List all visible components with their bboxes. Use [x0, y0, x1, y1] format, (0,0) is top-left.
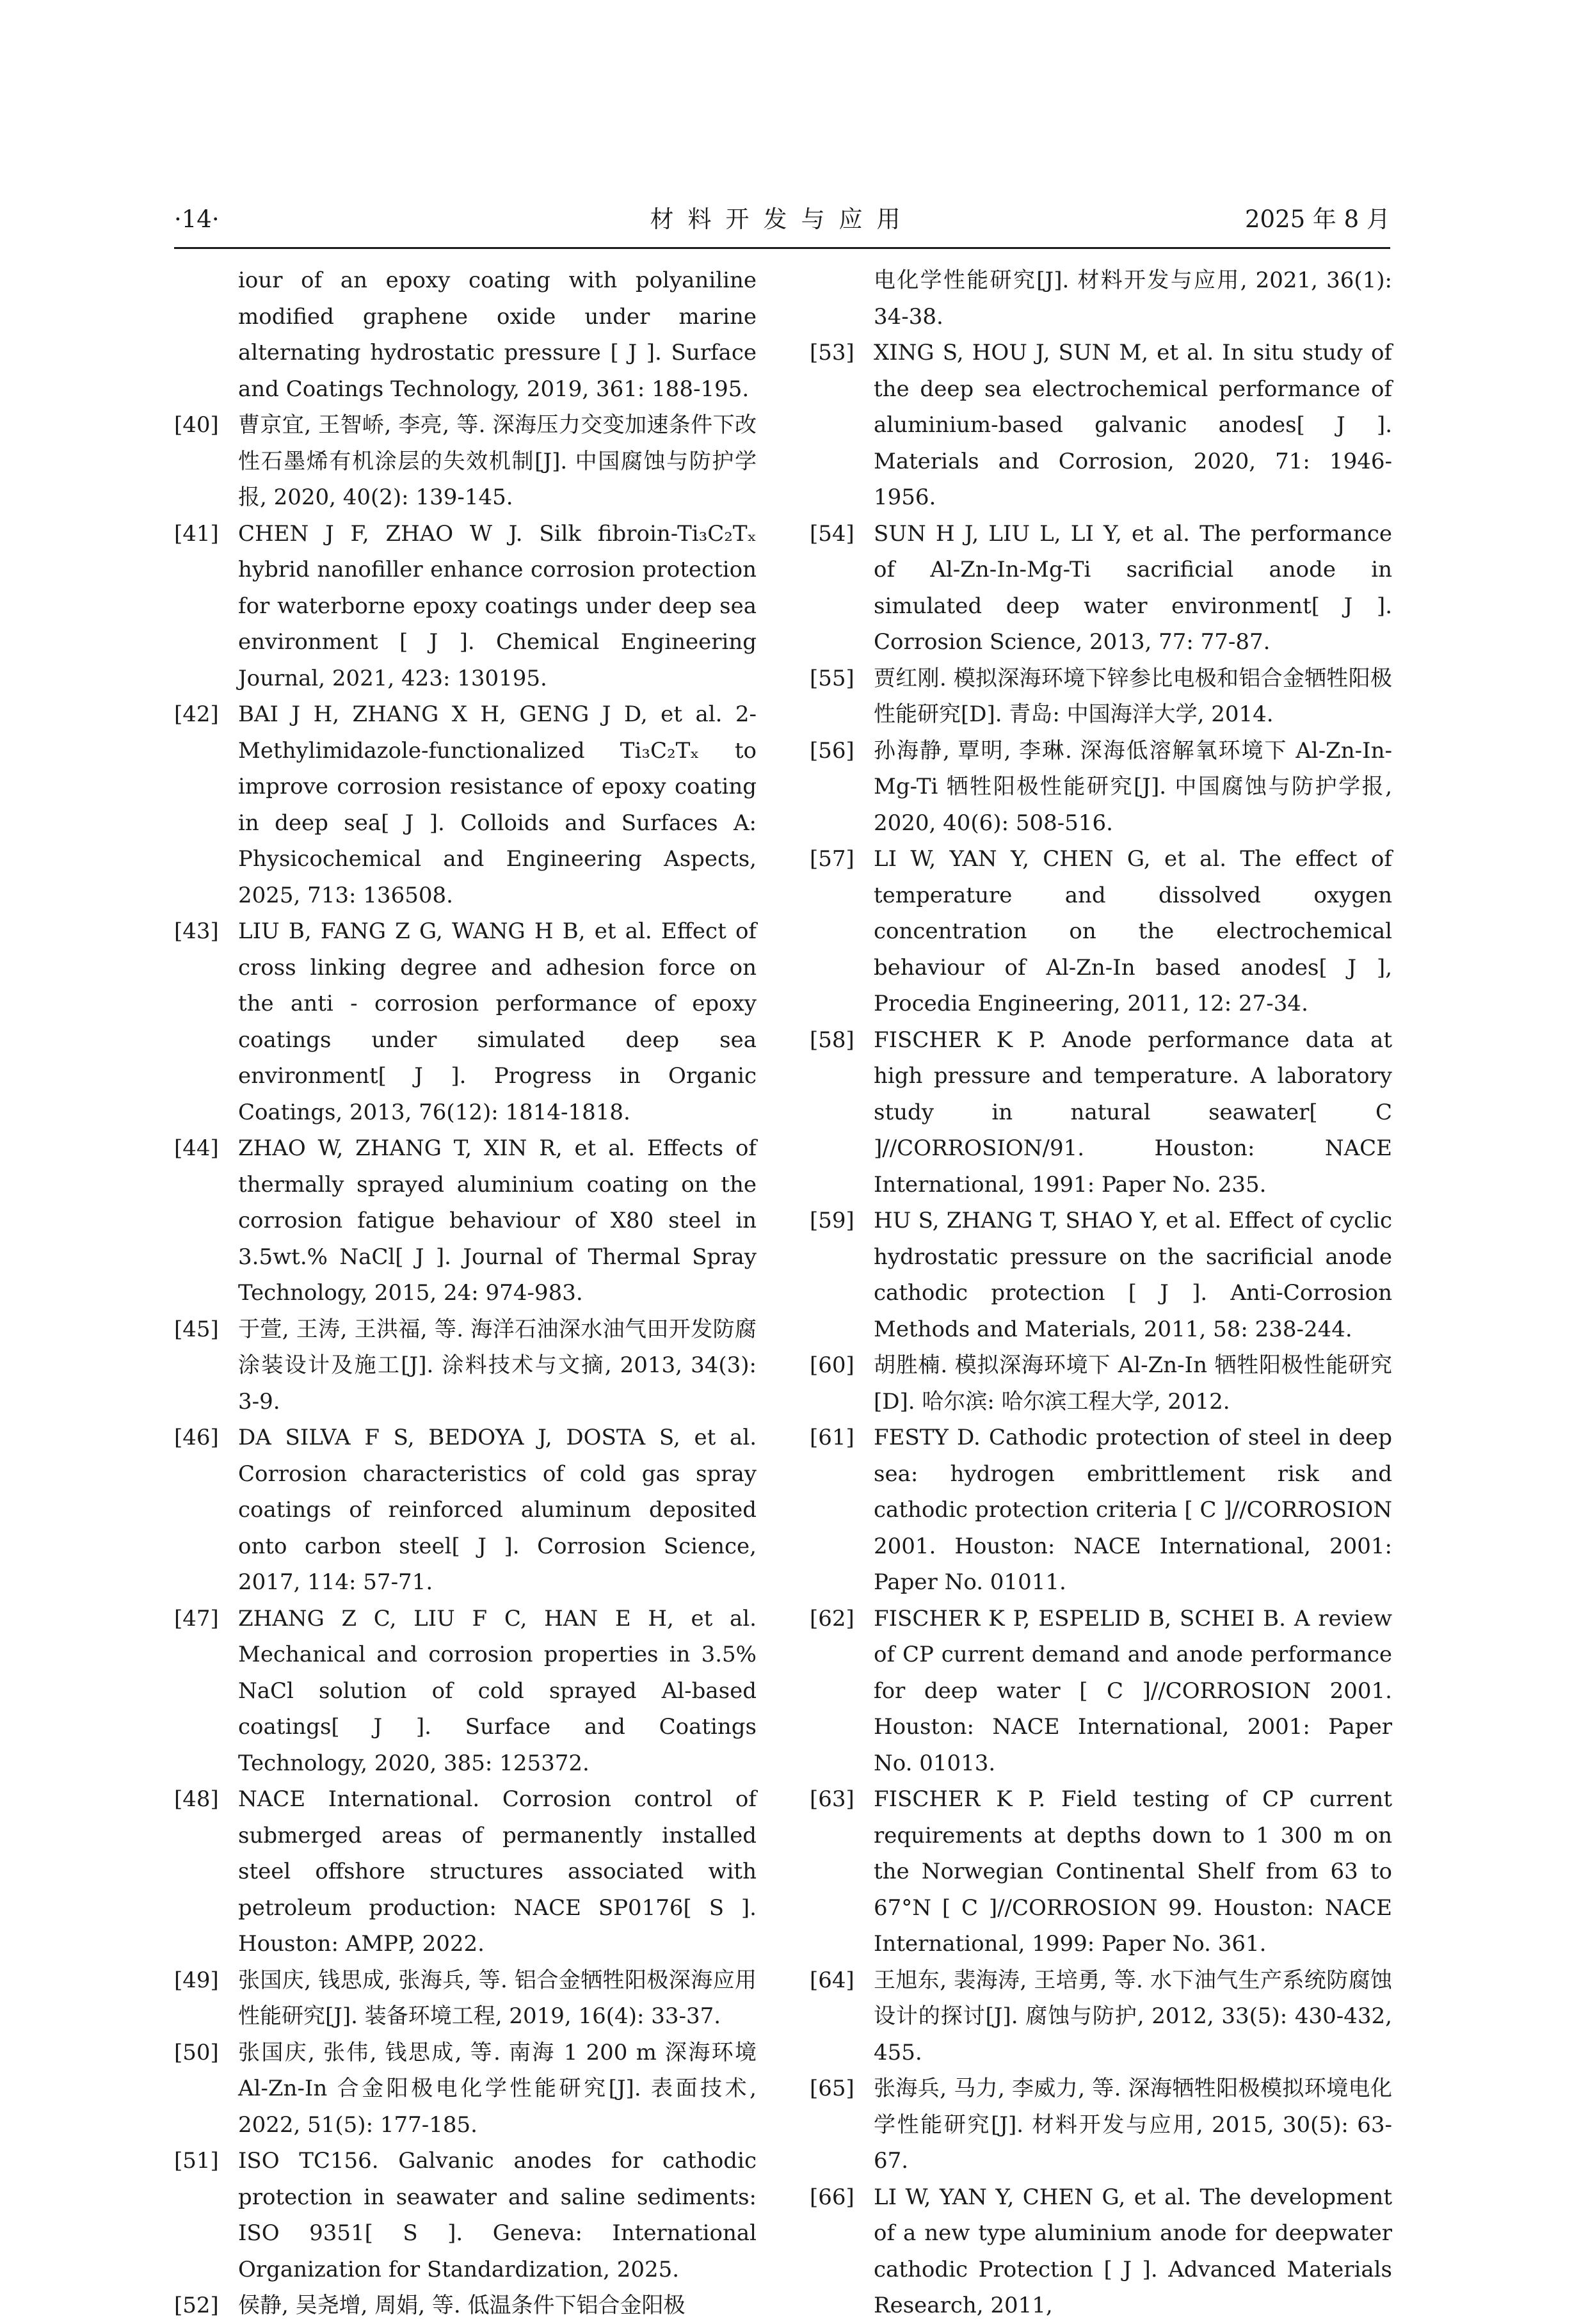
reference-text: 胡胜楠. 模拟深海环境下 Al-Zn-In 牺牲阳极性能研究[D]. 哈尔滨: 哈尔滨工程大学, 2012.: [874, 1352, 1392, 1414]
reference-number: [65]: [810, 2076, 854, 2101]
reference-entry: [810, 1420, 1392, 1601]
reference-number: [63]: [810, 1786, 854, 1812]
issue-date: 2025 年 8 月: [1245, 205, 1390, 233]
reference-text: DA SILVA F S, BEDOYA J, DOSTA S, et al. Corrosion characteristics of cold gas spray coatings of reinforced aluminum deposited onto carbon steel[ J ]. Corrosion Science, 2017, 114: 57-71.: [238, 1425, 757, 1595]
reference-text: LIU B, FANG Z G, WANG H B, et al. Effect of cross linking degree and adhesion force on the anti - corrosion performance of epoxy coatings under simulated deep sea environment[ J ]. Progress in Organic Coatings, 2013, 76(12): 1814-1818.: [238, 918, 757, 1125]
reference-entry: [810, 1022, 1392, 1203]
reference-text: 侯静, 吴尧增, 周娟, 等. 低温条件下铝合金阳极: [238, 2293, 686, 2318]
reference-text: 王旭东, 裴海涛, 王培勇, 等. 水下油气生产系统防腐蚀设计的探讨[J]. 腐蚀与防护, 2012, 33(5): 430-432, 455.: [874, 1967, 1392, 2065]
reference-entry: [810, 1601, 1392, 1782]
reference-entry: [174, 696, 757, 913]
reference-text: ZHAO W, ZHANG T, XIN R, et al. Effects of thermally sprayed aluminium coating on the corrosion fatigue behaviour of X80 steel in 3.5wt.% NaCl[ J ]. Journal of Thermal Spray Technology, 2015, 24: 974-983.: [238, 1135, 757, 1306]
header-rule: [174, 247, 1390, 249]
reference-number: [53]: [810, 340, 854, 365]
reference-entry: [174, 407, 757, 516]
journal-title: 材料开发与应用: [650, 205, 915, 233]
reference-number: [54]: [810, 520, 854, 547]
page-number: ·14·: [174, 205, 220, 233]
reference-text: FISCHER K P. Anode performance data at high pressure and temperature. A laboratory study in natural seawater[ C ]//CORROSION/91. Houston: NACE International, 1991: Paper No. 235.: [874, 1027, 1392, 1198]
reference-entry: [810, 1962, 1392, 2071]
reference-text: ZHANG Z C, LIU F C, HAN E H, et al. Mechanical and corrosion properties in 3.5% NaCl solution of cold sprayed Al-based coatings[ J ]. Surface and Coatings Technology, 2020, 385: 125372.: [238, 1605, 757, 1776]
reference-text: LI W, YAN Y, CHEN G, et al. The effect of temperature and dissolved oxygen concentration on the electrochemical behaviour of Al-Zn-In based anodes[ J ], Procedia Engineering, 2011, 12: 27-34.: [874, 846, 1392, 1016]
reference-text: NACE International. Corrosion control of submerged areas of permanently installed steel offshore structures associated with petroleum production: NACE SP0176[ S ]. Houston: AMPP, 2022.: [238, 1786, 757, 1957]
reference-number: [52]: [174, 2293, 219, 2318]
reference-entry: [174, 2288, 757, 2324]
reference-number: [44]: [174, 1135, 219, 1161]
reference-number: [60]: [810, 1352, 854, 1378]
reference-entry: [810, 733, 1392, 842]
reference-text: 张国庆, 张伟, 钱思成, 等. 南海 1 200 m 深海环境 Al-Zn-In 合金阳极电化学性能研究[J]. 表面技术, 2022, 51(5): 177-185.: [238, 2039, 757, 2138]
reference-text: 贾红刚. 模拟深海环境下锌参比电极和铝合金牺牲阳极性能研究[D]. 青岛: 中国海洋大学, 2014.: [874, 665, 1392, 727]
reference-number: [50]: [174, 2039, 219, 2065]
reference-number: [61]: [810, 1425, 854, 1450]
reference-text: FISCHER K P. Field testing of CP current requirements at depths down to 1 300 m on the Norwegian Continental Shelf from 63 to 67°N [ C ]//CORROSION 99. Houston: NACE International, 1999: Paper No. 361.: [874, 1786, 1392, 1957]
reference-entry: [174, 1781, 757, 1962]
reference-text: FISCHER K P, ESPELID B, SCHEI B. A review of CP current demand and anode performance for deep water [ C ]//CORROSION 2001. Houston: NACE International, 2001: Paper No. 01013.: [874, 1605, 1392, 1776]
reference-text: BAI J H, ZHANG X H, GENG J D, et al. 2-Methylimidazole-functionalized Ti₃C₂Tₓ to improve corrosion resistance of epoxy coating in deep sea[ J ]. Colloids and Surfaces A: Physicochemical and Engineering Aspects, 2025, 713: 136508.: [238, 701, 757, 908]
reference-number: [62]: [810, 1605, 854, 1631]
reference-text: CHEN J F, ZHAO W J. Silk fibroin-Ti₃C₂Tₓ hybrid nanofiller enhance corrosion protection for waterborne epoxy coatings under deep sea environment [ J ]. Chemical Engineering Journal, 2021, 423: 130195.: [238, 520, 757, 691]
reference-number: [41]: [174, 520, 219, 547]
reference-number: [51]: [174, 2148, 219, 2174]
reference-entry: [174, 516, 757, 697]
reference-entry: [810, 335, 1392, 516]
reference-entry: [174, 1420, 757, 1601]
reference-number: [64]: [810, 1967, 854, 1993]
reference-number: [66]: [810, 2184, 854, 2210]
reference-number: [48]: [174, 1786, 219, 1812]
reference-text: ISO TC156. Galvanic anodes for cathodic protection in seawater and saline sediments: ISO 9351[ S ]. Geneva: International Organization for Standardization, 2025.: [238, 2148, 757, 2282]
reference-number: [58]: [810, 1027, 854, 1053]
reference-number: [42]: [174, 701, 219, 727]
reference-number: [57]: [810, 846, 854, 872]
reference-text: 张海兵, 马力, 李威力, 等. 深海牺牲阳极模拟环境电化学性能研究[J]. 材料开发与应用, 2015, 30(5): 63-67.: [874, 2076, 1392, 2174]
reference-entry: [174, 1130, 757, 1311]
reference-text: 孙海静, 覃明, 李琳. 深海低溶解氧环境下 Al-Zn-In-Mg-Ti 牺牲阳极性能研究[J]. 中国腐蚀与防护学报, 2020, 40(6): 508-516.: [874, 737, 1392, 836]
reference-number: [49]: [174, 1967, 219, 1993]
reference-text: 曹京宜, 王智峤, 李亮, 等. 深海压力交变加速条件下改性石墨烯有机涂层的失效机制[J]. 中国腐蚀与防护学报, 2020, 40(2): 139-145.: [238, 412, 757, 510]
reference-entry: [810, 2179, 1392, 2324]
reference-entry: [174, 913, 757, 1130]
reference-number: [45]: [174, 1316, 219, 1342]
reference-entry: [810, 262, 1392, 335]
reference-entry: [174, 1962, 757, 2035]
reference-entry: [174, 1311, 757, 1420]
reference-entry: [174, 2035, 757, 2144]
reference-entry: [810, 1781, 1392, 1962]
reference-text: LI W, YAN Y, CHEN G, et al. The development of a new type aluminium anode for deepwater cathodic Protection [ J ]. Advanced Materials Research, 2011,: [874, 2184, 1392, 2318]
reference-text: HU S, ZHANG T, SHAO Y, et al. Effect of cyclic hydrostatic pressure on the sacrificial anode cathodic protection [ J ]. Anti-Corrosion Methods and Materials, 2011, 58: 238-244.: [874, 1208, 1392, 1342]
reference-entry: [810, 2071, 1392, 2179]
left-column: [174, 262, 757, 2324]
reference-entry: [810, 841, 1392, 1022]
reference-entry: [810, 1347, 1392, 1420]
reference-number: [46]: [174, 1425, 219, 1450]
reference-number: [40]: [174, 412, 219, 438]
reference-number: [59]: [810, 1208, 854, 1233]
running-header: [174, 204, 1390, 236]
right-column: [810, 262, 1392, 2324]
reference-entry: [810, 516, 1392, 661]
reference-text: iour of an epoxy coating with polyaniline modified graphene oxide under marine alternating hydrostatic pressure [ J ]. Surface and Coatings Technology, 2019, 361: 188-195.: [238, 268, 757, 402]
reference-entry: [174, 1601, 757, 1782]
reference-text: 于萱, 王涛, 王洪福, 等. 海洋石油深水油气田开发防腐涂装设计及施工[J]. 涂料技术与文摘, 2013, 34(3): 3-9.: [238, 1316, 757, 1414]
reference-text: FESTY D. Cathodic protection of steel in deep sea: hydrogen embrittlement risk and cathodic protection criteria [ C ]//CORROSION 2001. Houston: NACE International, 2001: Paper No. 01011.: [874, 1425, 1392, 1595]
reference-entry: [174, 2143, 757, 2288]
reference-entry: [810, 1203, 1392, 1347]
reference-text: 电化学性能研究[J]. 材料开发与应用, 2021, 36(1): 34-38.: [874, 268, 1392, 330]
reference-entry: [810, 661, 1392, 733]
reference-text: XING S, HOU J, SUN M, et al. In situ study of the deep sea electrochemical performance of aluminium-based galvanic anodes[ J ]. Materials and Corrosion, 2020, 71: 1946-1956.: [874, 340, 1392, 510]
reference-number: [43]: [174, 918, 219, 944]
reference-text: SUN H J, LIU L, LI Y, et al. The performance of Al-Zn-In-Mg-Ti sacrificial anode in simulated deep water environment[ J ]. Corrosion Science, 2013, 77: 77-87.: [874, 520, 1392, 655]
reference-number: [56]: [810, 737, 854, 764]
reference-number: [55]: [810, 665, 854, 691]
reference-number: [47]: [174, 1605, 219, 1631]
reference-text: 张国庆, 钱思成, 张海兵, 等. 铝合金牺牲阳极深海应用性能研究[J]. 装备环境工程, 2019, 16(4): 33-37.: [238, 1967, 757, 2029]
reference-entry: [174, 262, 757, 407]
